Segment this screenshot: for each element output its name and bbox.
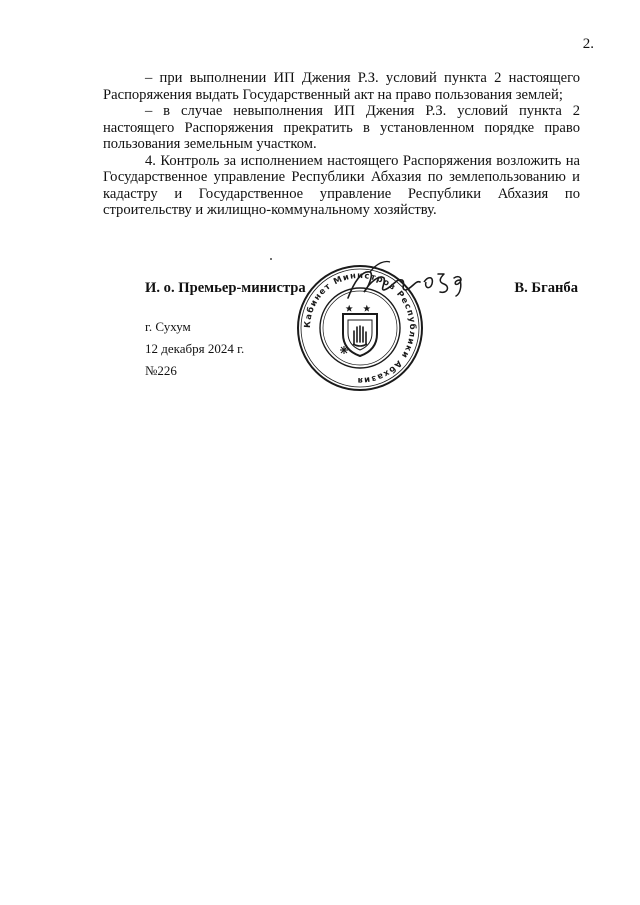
ink-speck <box>270 258 272 260</box>
handwritten-signature <box>340 252 470 312</box>
document-body <box>103 70 580 219</box>
paragraph: – при выполнении ИП Джения Р.З. условий пункта 2 настоящего Распоряжения выдать Государственный акт на право пользования землей; <box>103 70 580 103</box>
issue-date: 12 декабря 2024 г. <box>145 341 245 356</box>
issue-details <box>145 316 244 382</box>
paragraph: 4. Контроль за исполнением настоящего Распоряжения возложить на Государственное управление Республики Абхазия по землепользованию и кадастру и Государственное управление Республики Абхазия по строительству и жилищно-коммунальному хозяйству. <box>103 152 580 218</box>
signer-title: И. о. Премьер-министра <box>145 280 306 296</box>
paragraph: – в случае невыполнения ИП Джения Р.З. условий пункта 2 настоящего Распоряжения прекратить в установленном порядке право пользования земельным участком. <box>103 103 580 152</box>
page-number: 2. <box>582 36 594 52</box>
signer-name: В. Бганба <box>514 280 578 296</box>
issue-city: г. Сухум <box>145 319 191 334</box>
document-number: №226 <box>145 363 177 378</box>
seal-ring-text: Кабинет Министров Республики Абхазия <box>301 269 419 387</box>
